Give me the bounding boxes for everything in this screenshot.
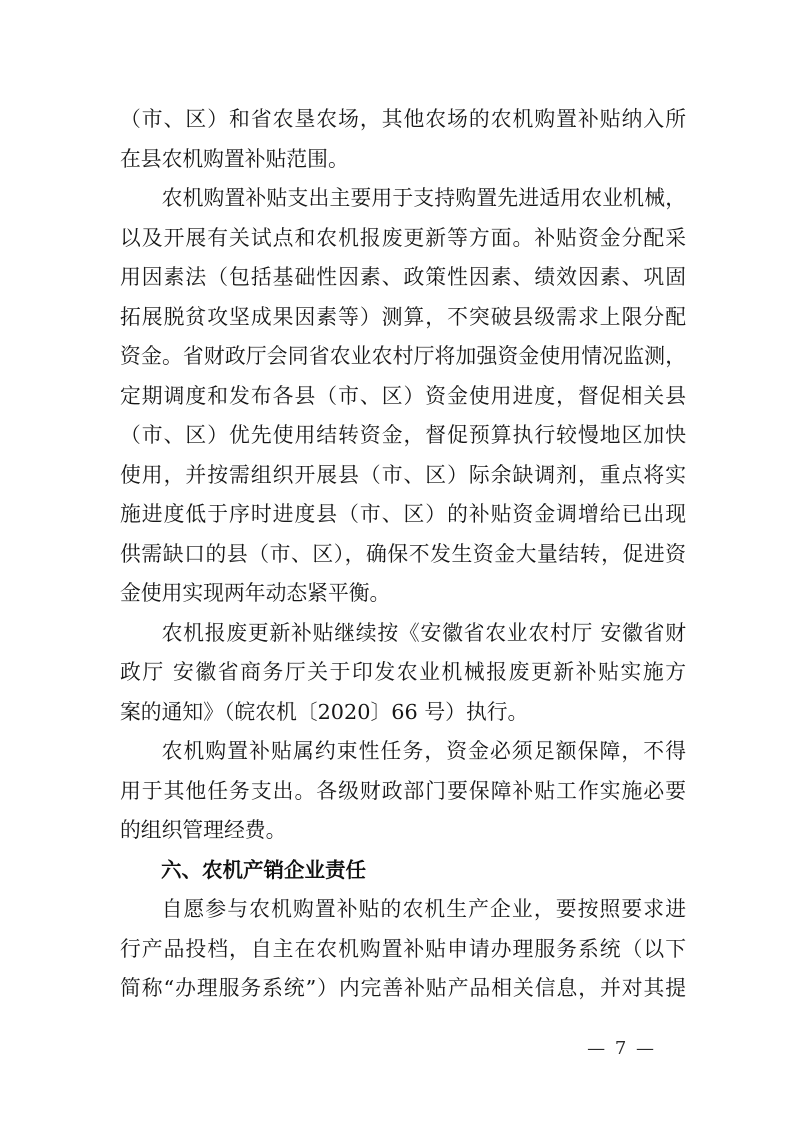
- text-line: 的组织管理经费。: [120, 818, 287, 842]
- text-line: 用因素法（包括基础性因素、政策性因素、绩效因素、巩固: [120, 265, 686, 289]
- text-line: 行产品投档，自主在农机购置补贴申请办理服务系统（以下: [120, 936, 686, 961]
- document-body: [120, 100, 686, 1009]
- text-line: 资金。省财政厅会同省农业农村厅将加强资金使用情况监测，: [120, 344, 686, 368]
- text-line: 自愿参与农机购置补贴的农机生产企业，要按照要求进: [161, 897, 686, 921]
- text-line: 案的通知》（皖农机〔2020〕66 号）执行。: [120, 699, 529, 724]
- text-line: 施进度低于序时进度县（市、区）的补贴资金调增给已出现: [120, 502, 686, 526]
- text-line: （市、区）优先使用结转资金，督促预算执行较慢地区加快: [120, 423, 686, 447]
- text-line: 定期调度和发布各县（市、区）资金使用进度，督促相关县: [120, 383, 686, 408]
- text-line: 在县农机购置补贴范围。: [120, 146, 349, 171]
- text-line: 用于其他任务支出。各级财政部门要保障补贴工作实施必要: [120, 778, 686, 803]
- text-line: 供需缺口的县（市、区），确保不发生资金大量结转，促进资: [120, 541, 686, 566]
- text-line: 使用，并按需组织开展县（市、区）际余缺调剂，重点将实: [120, 462, 686, 487]
- text-line: （市、区）和省农垦农场，其他农场的农机购置补贴纳入所: [120, 107, 686, 131]
- section-heading: 六、农机产销企业责任: [161, 857, 366, 882]
- text-line: 政厅 安徽省商务厅关于印发农业机械报废更新补贴实施方: [120, 660, 686, 684]
- text-line: 农机报废更新补贴继续按《安徽省农业农村厅 安徽省财: [161, 620, 686, 645]
- text-line: 农机购置补贴属约束性任务，资金必须足额保障，不得: [161, 739, 686, 763]
- text-line: 简称“办理服务系统”）内完善补贴产品相关信息，并对其提: [120, 976, 686, 1000]
- text-line: 金使用实现两年动态紧平衡。: [120, 581, 391, 605]
- text-line: 以及开展有关试点和农机报废更新等方面。补贴资金分配采: [120, 225, 686, 250]
- text-line: 农机购置补贴支出主要用于支持购置先进适用农业机械，: [161, 186, 686, 210]
- text-line: 拓展脱贫攻坚成果因素等）测算，不突破县级需求上限分配: [120, 304, 686, 329]
- page-number: — 7 —: [587, 1038, 656, 1059]
